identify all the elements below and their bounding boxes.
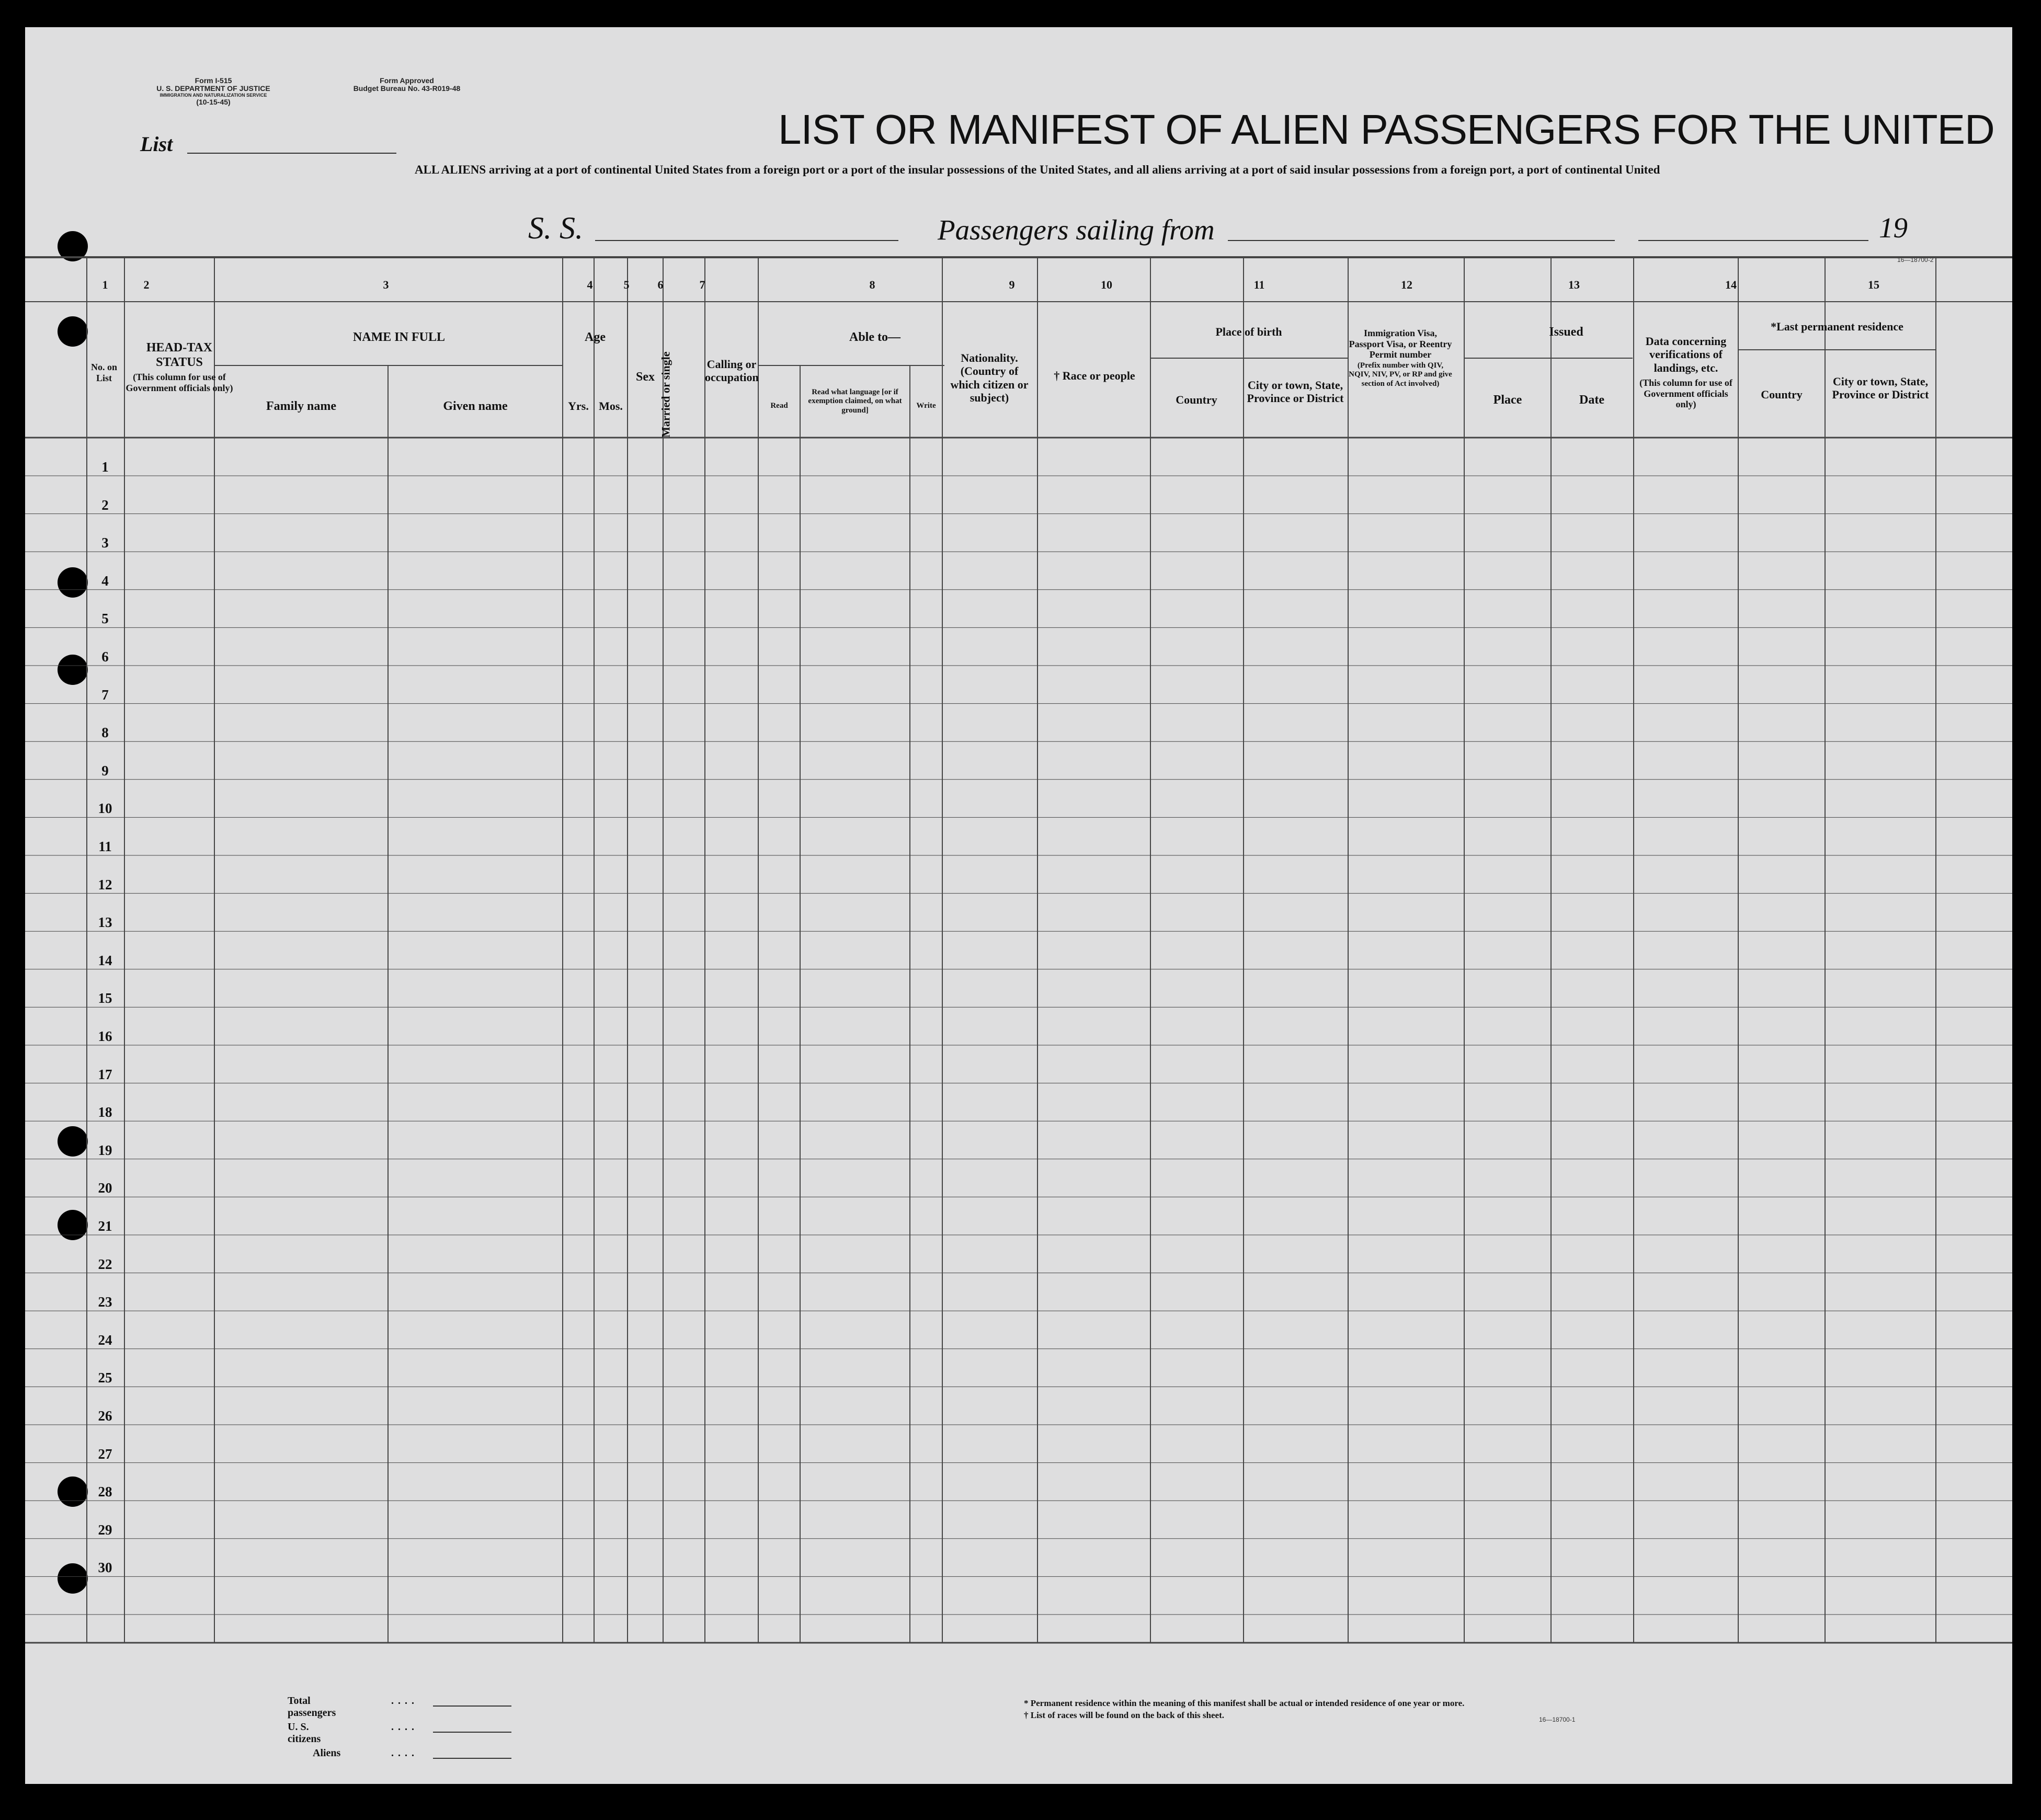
row-number: 13 [98,914,112,931]
row-number: 25 [98,1370,112,1386]
header-birth-city: City or town, State, Province or District [1247,379,1344,405]
service: IMMIGRATION AND NATURALIZATION SERVICE [159,92,267,98]
row-number: 27 [98,1446,112,1462]
header-head-tax: HEAD-TAX STATUS (This column for use of Government officials only) [126,341,233,393]
page-title: LIST OR MANIFEST OF ALIEN PASSENGERS FOR THE UNITED [778,106,1994,153]
header-data-landings: Data concerning verifications of landings, etc. (This column for use of Government officials only) [1639,335,1732,410]
row-number: 18 [98,1104,112,1120]
row-number: 1 [101,459,109,475]
row-number: 14 [98,952,112,968]
header-visa: Immigration Visa, Passport Visa, or Reentry Permit number (Prefix number with QIV, NQIV, NIV, PV, or RP and give section of Act involved) [1349,328,1452,388]
us-citizens-field[interactable] [433,1730,511,1733]
col-num-6: 6 [657,278,664,291]
header-write: Write [916,402,936,410]
header-issued-place: Place [1493,393,1522,407]
header-family-name: Family name [266,399,336,413]
col-num-4: 4 [587,278,593,291]
col-num-11: 11 [1253,278,1265,291]
row-number: 15 [98,990,112,1006]
manifest-table [25,27,2012,1784]
header-no-on-list: No. on List [90,362,117,383]
print-code-bottom: 16—18700-1 [1539,1716,1576,1723]
col-num-10: 10 [1101,278,1112,291]
leader-dots: .... [391,1721,418,1733]
header-married-single: Married or single [659,351,672,438]
manifest-sheet [25,27,2012,1784]
header-last-residence: *Last permanent residence [1771,320,1903,333]
header-age-mos: Mos. [599,399,623,413]
col-num-15: 15 [1868,278,1879,291]
header-read-language: Read what language [or if exemption claimed, on what ground] [808,388,902,415]
us-citizens-label: U. S. citizens [288,1721,321,1745]
row-number: 30 [98,1560,112,1576]
row-number: 19 [98,1142,112,1158]
aliens-label: Aliens [313,1747,341,1759]
row-number: 23 [98,1294,112,1310]
row-number: 21 [98,1218,112,1234]
col-num-2: 2 [143,278,150,291]
edition: (10-15-45) [196,97,231,106]
year-prefix: 19 [1879,212,1908,244]
row-number: 17 [98,1066,112,1082]
col-num-14: 14 [1725,278,1737,291]
total-passengers-label: Total passengers [288,1695,336,1719]
leader-dots: .... [391,1747,418,1759]
header-sex: Sex [636,370,655,384]
header-age: Age [585,330,606,344]
row-number: 22 [98,1256,112,1272]
footnote-races: † List of races will be found on the back of this sheet. [1024,1710,1224,1720]
row-number: 7 [101,686,109,703]
list-label: List [140,132,173,156]
row-number: 10 [98,800,112,817]
row-number: 29 [98,1521,112,1538]
budget-number: Budget Bureau No. 43-R019-48 [353,84,461,93]
header-age-yrs: Yrs. [568,399,589,413]
col-num-12: 12 [1401,278,1412,291]
row-number: 26 [98,1408,112,1424]
col-num-3: 3 [383,278,389,291]
col-num-7: 7 [699,278,705,291]
col-num-13: 13 [1568,278,1580,291]
print-code-top: 16—18700-2 [1897,256,1934,264]
ss-label: S. S. [528,211,583,245]
header-able-to: Able to— [849,330,900,344]
form-number: Form I-515 [195,76,232,85]
row-number: 9 [101,762,109,779]
row-number: 3 [101,535,109,551]
header-place-of-birth: Place of birth [1215,325,1282,338]
row-number: 16 [98,1028,112,1044]
header-issued-date: Date [1579,393,1604,407]
header-race: † Race or people [1054,369,1135,382]
footnote-residence: * Permanent residence within the meaning of this manifest shall be actual or intended residence of one year or more. [1024,1698,1465,1708]
header-nationality: Nationality. (Country of which citizen or subject) [950,351,1029,404]
row-number: 6 [101,649,109,665]
header-issued: Issued [1549,325,1583,339]
row-number: 12 [98,876,112,892]
col-num-1: 1 [102,278,108,291]
header-birth-country: Country [1176,393,1217,406]
row-number: 28 [98,1484,112,1500]
header-residence-city: City or town, State, Province or District [1832,375,1929,402]
row-number: 24 [98,1332,112,1348]
col-num-9: 9 [1009,278,1015,291]
col-num-5: 5 [623,278,630,291]
footnotes [1024,1698,1464,1722]
col-num-8: 8 [869,278,875,291]
header-given-name: Given name [443,399,508,413]
row-number: 5 [101,611,109,627]
header-calling-occupation: Calling or occupation [705,358,759,384]
row-number: 8 [101,725,109,741]
header-name-in-full: NAME IN FULL [352,330,445,344]
page-subtitle: ALL ALIENS arriving at a port of continental United States from a foreign port or a port of the insular possessions of the United States, and all aliens arriving at a port of said insular possessions from a foreign port, a port of continental United [415,163,1660,176]
total-passengers-field[interactable] [433,1703,511,1707]
sailing-label: Passengers sailing from [938,214,1215,246]
leader-dots: .... [391,1695,418,1707]
form-approved: Form Approved [380,76,434,85]
header-read: Read [770,402,788,410]
row-number: 2 [101,497,109,513]
department: U. S. DEPARTMENT OF JUSTICE [156,84,270,93]
row-number: 11 [98,839,112,854]
row-number: 20 [98,1180,112,1196]
aliens-field[interactable] [433,1756,511,1759]
header-residence-country: Country [1761,388,1803,401]
row-number: 4 [101,573,109,589]
